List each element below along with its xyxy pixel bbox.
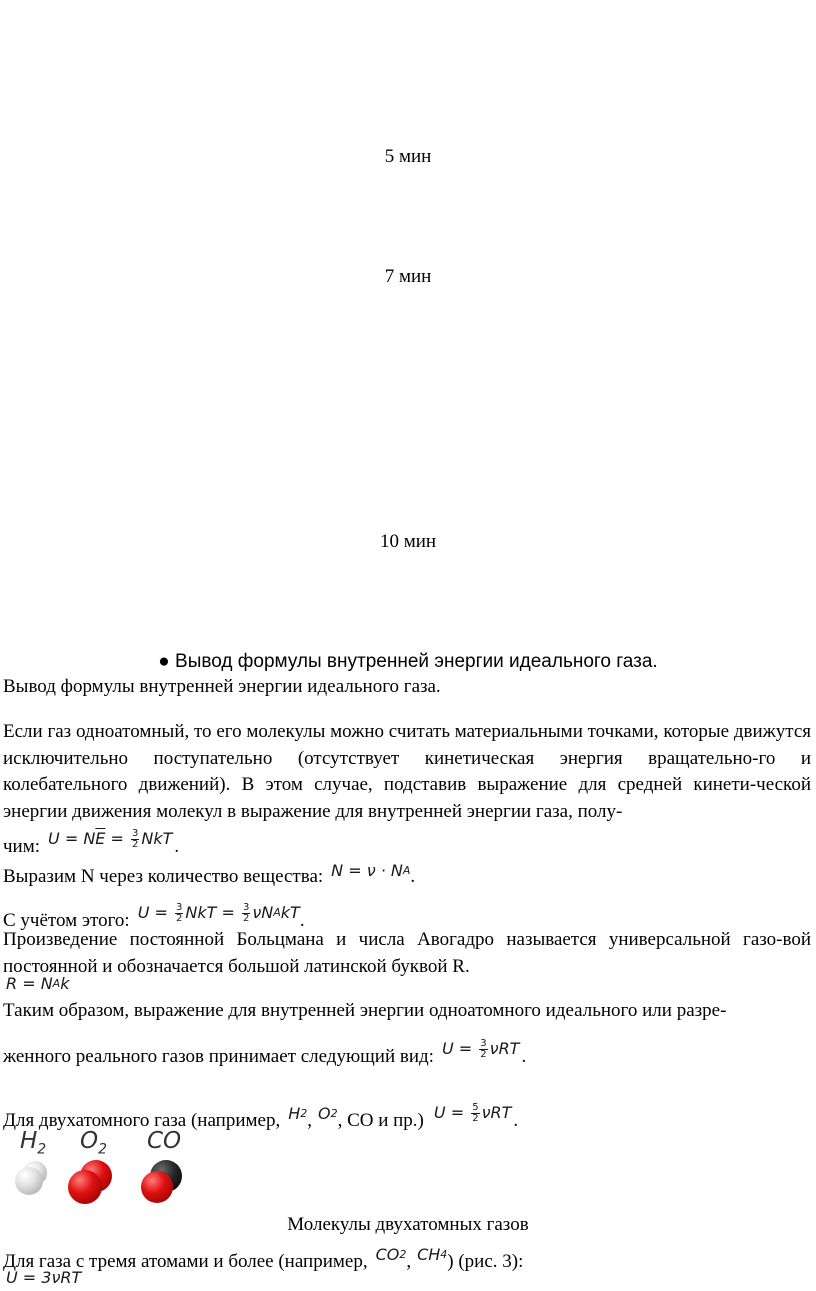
result-line2-text: женного реального газов принимает следующий вид: <box>3 1046 434 1067</box>
comma: , <box>406 1251 412 1272</box>
line-express-n <box>3 858 415 890</box>
paragraph-monatomic: Если газ одноатомный, то его молекулы можно считать материальными точками, которые движутся исключительно поступательно (отсутствует кинетическая энергия вращательно-го и колебательного движений). В этом случае, подставив выражение для средней кинети-ческой энергии движения молекул в выражение для внутренней энергии газа, полу- <box>3 721 811 822</box>
diatomic-text: Для двухатомного газа (например, <box>3 1110 281 1131</box>
period: . <box>513 1110 519 1131</box>
period: . <box>299 910 305 931</box>
formula-u-nkt: U = N $\overline{E}$ = $\frac{3}{2}$ NkT <box>48 827 173 850</box>
formula-u-3-2-nurt: U = $\frac{3}{2}$ νRT <box>441 1037 520 1060</box>
line-with-text: С учётом этого: <box>3 910 130 931</box>
molecules-caption: Молекулы двухатомных газов <box>287 1214 529 1235</box>
paragraph-result-line1: Таким образом, выражение для внутренней энергии одноатомного идеального или разре- <box>3 1000 727 1021</box>
line-chim-text: чим: <box>3 836 41 857</box>
formula-co2: CO 2 <box>375 1245 407 1264</box>
time-label-10: 10 мин <box>379 531 437 552</box>
formula-ch4: CH 4 <box>417 1245 448 1264</box>
period: . <box>521 1046 527 1067</box>
formula-o2: O 2 <box>317 1104 338 1123</box>
time-label-7: 7 мин <box>384 266 432 287</box>
formula-r-na-k: R = N A k <box>6 974 70 993</box>
line-express-text: Выразим N через количество вещества: <box>3 866 324 887</box>
time-label-5: 5 мин <box>384 146 432 167</box>
period: . <box>410 866 416 887</box>
molecule-label-o2: $O_2$ <box>80 1128 108 1158</box>
line-chim <box>3 826 179 860</box>
section-heading-text: Вывод формулы внутренней энергии идеального газа. <box>175 651 658 672</box>
paragraph-result-line2 <box>3 1036 526 1070</box>
paragraph-gas-constant: Произведение постоянной Больцмана и числа Авогадро называется универсальной газо-вой постоянной и обозначается большой латинской буквой R. <box>3 929 811 977</box>
triatomic-ref: ) (рис. 3): <box>447 1251 524 1272</box>
section-heading <box>0 650 816 674</box>
bullet-icon: ● <box>158 651 170 672</box>
molecule-label-h2: $H_2$ <box>20 1128 47 1158</box>
formula-u-nu-na-kt: U = $\frac{3}{2}$ NkT = $\frac{3}{2}$ νN A kT <box>137 901 300 924</box>
formula-h2: H 2 <box>288 1104 308 1123</box>
formula-u-3nurt: U = 3νRT <box>6 1268 82 1287</box>
formula-n-nu-na: N = ν · N A <box>331 861 411 880</box>
diatomic-co-text: , CO и пр.) <box>337 1110 424 1131</box>
period: . <box>174 836 180 857</box>
formula-u-5-2-nurt: U = $\frac{5}{2}$ νRT <box>433 1101 512 1124</box>
molecule-label-co: CO <box>147 1128 182 1154</box>
triatomic-text: Для газа с тремя атомами и более (например, <box>3 1251 368 1272</box>
subheading: Вывод формулы внутренней энергии идеального газа. <box>3 676 441 697</box>
comma: , <box>307 1110 312 1131</box>
